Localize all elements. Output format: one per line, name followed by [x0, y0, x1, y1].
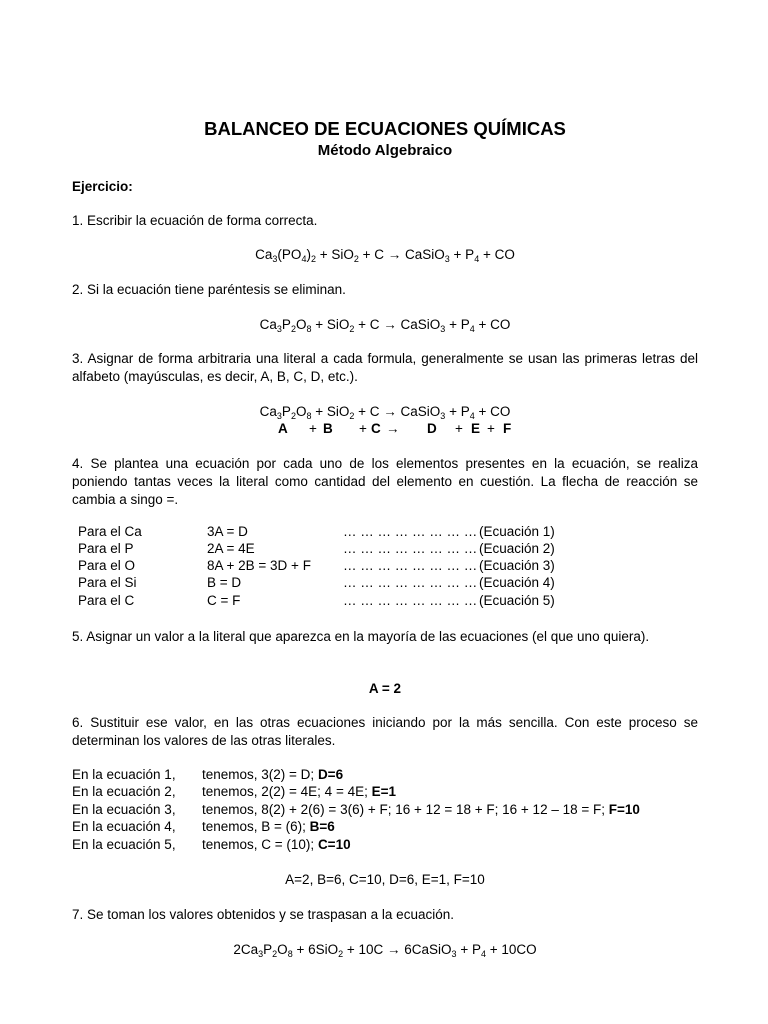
step-4-text: 4. Se plantea una ecuación por cada uno de los elementos presentes en la ecuación, se realiza poniendo tantas veces la literal como cantidad del elemento en cuestión. La flecha de reacción se cambia a singo =. — [72, 456, 698, 507]
step-3-text: 3. Asignar de forma arbitraria una literal a cada formula, generalmente se usan las primeras letras del alfabeto (mayúsculas, es decir, A, B, C, D, etc.). — [72, 351, 698, 384]
literal-arrow: → — [386, 421, 400, 436]
literal-plus: + — [455, 421, 463, 436]
equation-2: $Ca_3P_2O_8 + SiO_2 + C$ → CaSiO$_3$ + $P_4$ + CO — [259, 317, 511, 334]
document-subtitle: Método Algebraico — [317, 142, 453, 159]
literal-e: E — [471, 421, 481, 436]
element-equation-row: Para el Ca 3A = D … … … … … … … … (Ecuación 1) — [78, 524, 555, 539]
equation-1: $Ca_3(PO_4)_2 + SiO_2 + C$ → CaSiO$_3$ + $P_4$ + CO — [255, 247, 515, 264]
substitution-row: En la ecuación 5, tenemos, C = (10); C=10 — [72, 837, 351, 852]
substitution-row: En la ecuación 3, tenemos, 8(2) + 2(6) = 3(6) + F; 16 + 12 = 18 + F; 16 + 12 – 18 = F; F=10 — [72, 802, 640, 817]
assigned-value: A = 2 — [368, 681, 402, 696]
substitution-row: En la ecuación 1, tenemos, 3(2) = D; D=6 — [72, 767, 344, 782]
element-equation-row: Para el C C = F … … … … … … … … (Ecuación 5) — [78, 593, 555, 608]
equation-final: $2Ca_3P_2O_8 + 6SiO_2 + 10C$ → 6CaSiO$_3$ + $P_4 + 10CO$ — [233, 942, 537, 959]
step-1-text: 1. Escribir la ecuación de forma correcta. — [72, 213, 318, 228]
step-7-text: 7. Se toman los valores obtenidos y se traspasan a la ecuación. — [72, 907, 454, 922]
element-equation-row: Para el O 8A + 2B = 3D + F … … … … … … … … (Ecuación 3) — [78, 558, 555, 573]
literal-plus: + — [309, 421, 317, 436]
literal-c: C — [371, 421, 381, 436]
document-title: BALANCEO DE ECUACIONES QUÍMICAS — [204, 118, 566, 139]
step-2-text: 2. Si la ecuación tiene paréntesis se eliminan. — [72, 282, 346, 297]
values-summary: A=2, B=6, C=10, D=6, E=1, F=10 — [285, 872, 485, 887]
element-equation-row: Para el P 2A = 4E … … … … … … … … (Ecuación 2) — [78, 541, 555, 556]
ejercicio-heading: Ejercicio: — [72, 179, 133, 194]
step-6-text: 6. Sustituir ese valor, en las otras ecuaciones iniciando por la más sencilla. Con este proceso se determinan los valores de las otras literales. — [72, 715, 698, 748]
literal-d: D — [427, 421, 437, 436]
substitution-row: En la ecuación 2, tenemos, 2(2) = 4E; 4 = 4E; E=1 — [72, 784, 396, 799]
substitution-row: En la ecuación 4, tenemos, B = (6); B=6 — [72, 819, 335, 834]
element-equation-row: Para el Si B = D … … … … … … … … (Ecuación 4) — [78, 575, 555, 590]
equation-3: $Ca_3P_2O_8 + SiO_2 + C$ → CaSiO$_3$ + $P_4$ + CO — [259, 404, 511, 421]
literal-plus: + — [359, 421, 367, 436]
literal-f: F — [503, 421, 512, 436]
literal-b: B — [323, 421, 333, 436]
step-5-text: 5. Asignar un valor a la literal que aparezca en la mayoría de las ecuaciones (el que uno quiera). — [72, 629, 650, 644]
literal-a: A — [278, 421, 288, 436]
literal-plus: + — [487, 421, 495, 436]
